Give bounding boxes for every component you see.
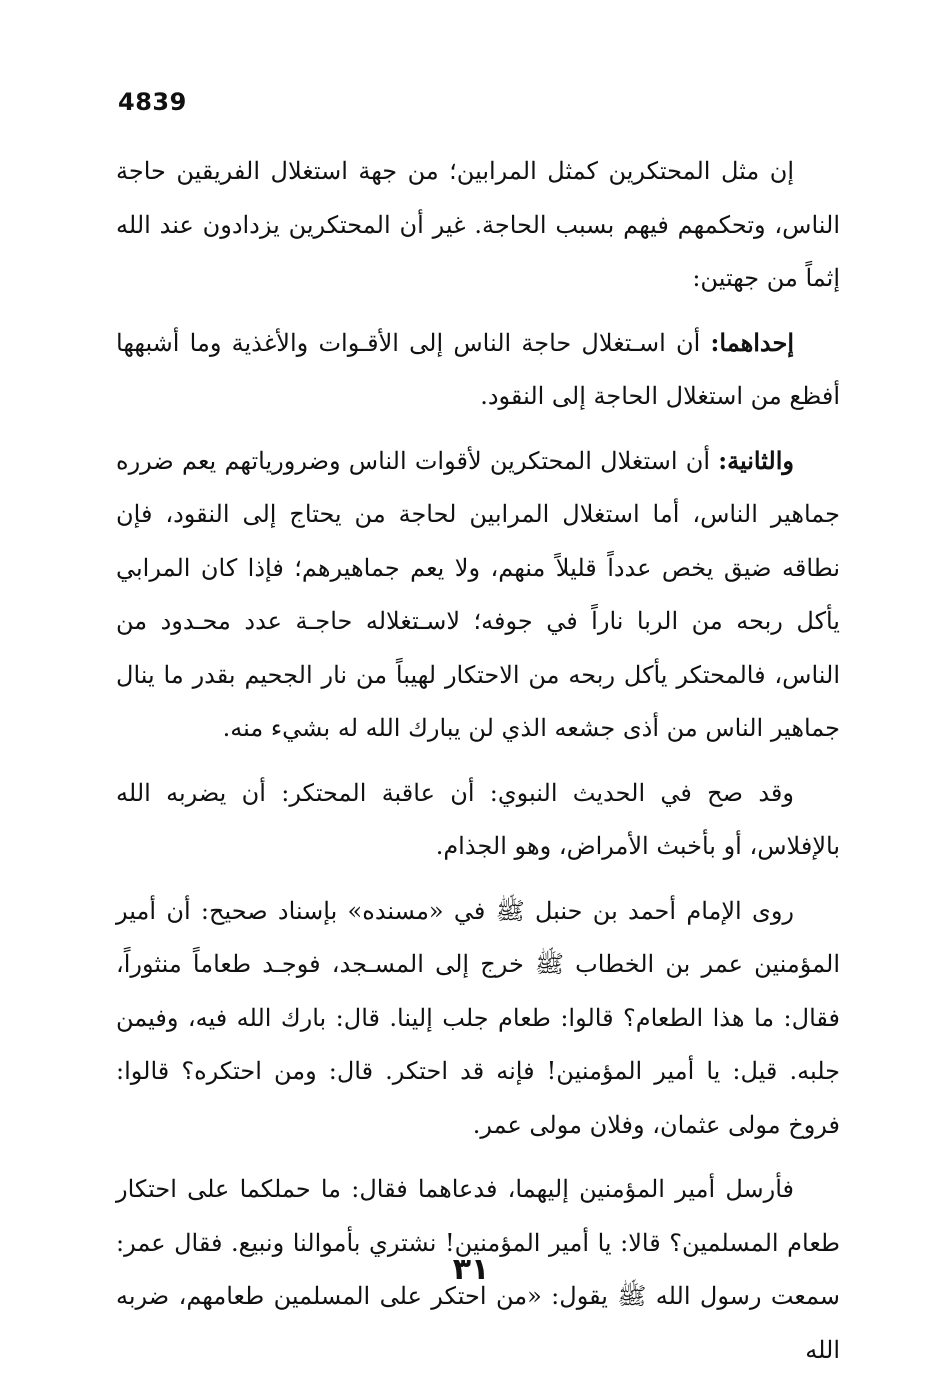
paragraph-text: روى الإمام أحمد بن حنبل ﷺ في «مسنده» بإسناد صحيح: أن أمير المؤمنين عمر بن الخطاب ﷺ خرج إلى المسـجد، فوجـد طعاماً منثوراً، فقال: ما هذا الطعام؟ قالوا: طعام جلب إلينا. قال: بارك الله فيه، وفيمن جلبه. قيل: يا أمير المؤمنين! فإنه قد احتكر. قال: ومن احتكره؟ قالوا: فروخ مولى عثمان، وفلان مولى عمر. (116, 896, 840, 1139)
page-identifier: 4839 (118, 88, 187, 116)
paragraph (116, 434, 840, 756)
paragraph (116, 316, 840, 424)
paragraph (116, 144, 840, 306)
paragraph-text: أن استغلال المحتكرين لأقوات الناس وضرورياتهم يعم ضرره جماهير الناس، أما استغلال المرابين لحاجة من يحتاج إلى النقود، فإن نطاقه ضيق يخص عدداً قليلاً منهم، ولا يعم جماهيرهم؛ فإذا كان المرابي يأكل ربحه من الربا ناراً في جوفه؛ لاسـتغلاله حاجـة عدد محـدود من الناس، فالمحتكر يأكل ربحه من الاحتكار لهيباً من نار الجحيم بقدر ما ينال جماهير الناس من أذى جشعه الذي لن يبارك الله له بشيء منه. (116, 446, 840, 742)
paragraph-text: وقد صح في الحديث النبوي: أن عاقبة المحتكر: أن يضربه الله بالإفلاس، أو بأخبث الأمراض، وهو الجذام. (116, 778, 840, 860)
paragraph (116, 766, 840, 874)
paragraph (116, 884, 840, 1153)
paragraph-lead: والثانية: (718, 445, 794, 475)
body-text (116, 144, 840, 1387)
paragraph-lead: إحداهما: (710, 327, 794, 357)
paragraph-text: إن مثل المحتكرين كمثل المرابين؛ من جهة استغلال الفريقين حاجة الناس، وتحكمهم فيهم بسبب الحاجة. غير أن المحتكرين يزدادون عند الله إثماً من جهتين: (116, 157, 840, 292)
page-number: ٣١ (452, 1252, 490, 1287)
paragraph-text: فأرسل أمير المؤمنين إليهما، فدعاهما فقال: ما حملكما على احتكار طعام المسلمين؟ قالا: يا أمير المؤمنين! نشتري بأموالنا ونبيع. فقال عمر: سمعت رسول الله ﷺ يقول: «من احتكر على المسلمين طعامهم، ضربه الله (116, 1175, 840, 1364)
paragraph-text: أن اسـتغلال حاجة الناس إلى الأقـوات والأغذية وما أشبهها أفظع من استغلال الحاجة إلى النقود. (116, 328, 840, 410)
